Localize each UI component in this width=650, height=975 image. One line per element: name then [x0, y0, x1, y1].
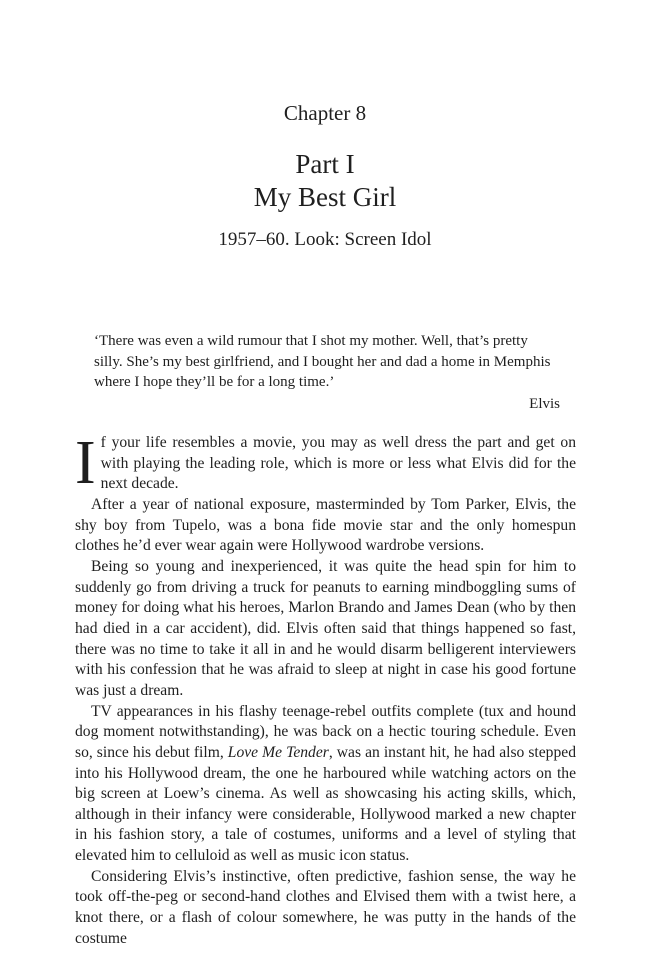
- paragraph-text: f your life resembles a movie, you may as well dress the part and get on with playing the leading role, which is more or less what Elvis did for the next decade.: [100, 434, 576, 493]
- chapter-subtitle: 1957–60. Look: Screen Idol: [218, 229, 432, 250]
- epigraph: [94, 331, 560, 414]
- body-text: [75, 429, 576, 949]
- paragraph-text: TV appearances in his flashy teenage-rebel outfits complete (tux and hound dog moment notwithstanding), he was back on a hectic touring schedule. Even so, since his debut film,: [75, 702, 576, 761]
- chapter-title: My Best Girl: [253, 182, 397, 212]
- part-title: [0, 148, 650, 214]
- paragraph: After a year of national exposure, masterminded by Tom Parker, Elvis, the shy boy from Tupelo, was a bona fide movie star and the only homespun clothes he’d ever wear again were Hollywood wardrobe versions.: [75, 495, 576, 555]
- epigraph-quote: ‘There was even a wild rumour that I shot my mother. Well, that’s pretty silly. She’s my best girlfriend, and I bought her and dad a home in Memphis where I hope they’ll be for a long time.’: [94, 333, 551, 391]
- paragraph-text: , was an instant hit, he had also stepped into his Hollywood dream, the one he harboured while watching actors on the big screen at Loew’s cinema. As well as showcasing his acting skills, which, although in their infancy were considerable, Hollywood marked a new chapter in his fashion story, a tale of costumes, uniforms and a level of styling that elevated him to celluloid as well as music icon status.: [75, 743, 576, 865]
- chapter-number: Chapter 8: [283, 101, 367, 125]
- paragraph: [75, 702, 576, 867]
- paragraph: Considering Elvis’s instinctive, often predictive, fashion sense, the way he took off-the-peg or second-hand clothes and Elvised them with a twist here, a knot there, or a flash of colour somewhere, he was putty in the hands of the costume: [75, 867, 576, 947]
- paragraph: [75, 429, 576, 497]
- paragraph: Being so young and inexperienced, it was quite the head spin for him to suddenly go from driving a truck for peanuts to earning mindboggling sums of money for doing what his heroes, Marlon Brando and James Dean (who by then had died in a car accident), did. Elvis often said that things happened so fast, there was no time to take it all in and he would disarm belligerent interviewers with his confession that he was afraid to sleep at night in case his good fortune was just a dream.: [75, 557, 576, 699]
- part-label: Part I: [295, 149, 355, 179]
- film-title: Love Me Tender: [227, 743, 329, 761]
- epigraph-attribution: Elvis: [529, 395, 560, 412]
- drop-cap: I: [75, 429, 96, 497]
